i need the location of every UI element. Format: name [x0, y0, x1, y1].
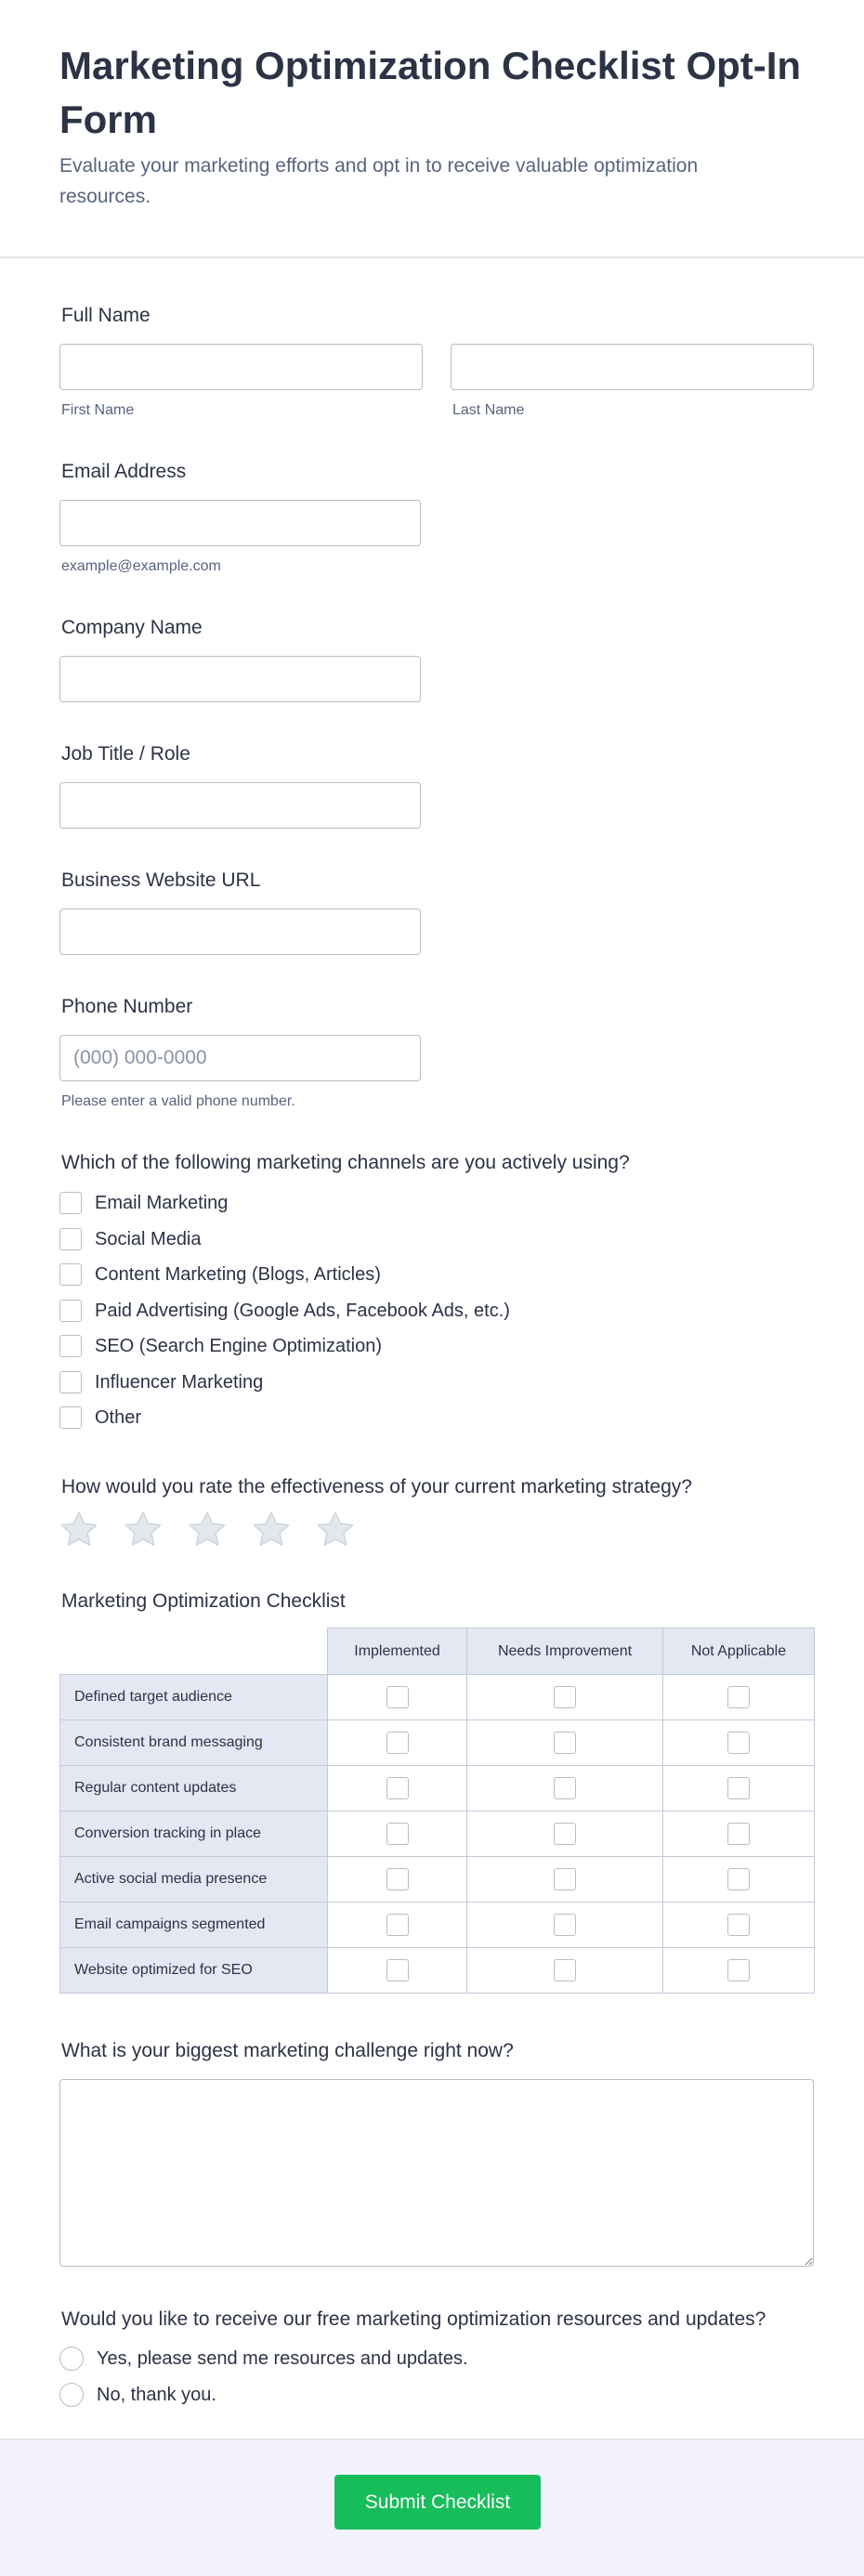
optin-option-label: No, thank you. — [97, 2384, 216, 2405]
matrix-row — [60, 1811, 815, 1857]
checkbox[interactable] — [59, 1335, 82, 1357]
channel-option-label: Other — [95, 1406, 142, 1428]
channels-question: Which of the following marketing channels are you actively using? — [61, 1152, 630, 1173]
phone-label: Phone Number — [61, 996, 193, 1017]
matrix-row — [60, 1766, 815, 1811]
matrix-checkbox[interactable] — [386, 1959, 409, 1981]
form-title: Marketing Optimization Checklist Opt-In Form — [59, 44, 802, 141]
checklist-title: Marketing Optimization Checklist — [61, 1590, 346, 1612]
star-icon[interactable] — [122, 1509, 164, 1551]
challenge-question: What is your biggest marketing challenge right now? — [61, 2040, 514, 2061]
matrix-checkbox[interactable] — [727, 1686, 750, 1708]
checkbox[interactable] — [59, 1228, 82, 1250]
matrix-checkbox[interactable] — [727, 1732, 750, 1754]
challenge-textarea[interactable] — [59, 2079, 814, 2267]
matrix-checkbox[interactable] — [554, 1823, 576, 1845]
channel-option-social[interactable] — [59, 1225, 202, 1253]
last-name-input[interactable] — [451, 344, 814, 390]
channel-option-label: Content Marketing (Blogs, Articles) — [95, 1263, 381, 1285]
job-title-label: Job Title / Role — [61, 743, 190, 765]
matrix-checkbox[interactable] — [386, 1777, 409, 1799]
star-icon[interactable] — [314, 1509, 357, 1551]
first-name-sublabel: First Name — [61, 402, 135, 418]
matrix-checkbox[interactable] — [386, 1823, 409, 1845]
matrix-checkbox[interactable] — [554, 1914, 576, 1936]
checkbox[interactable] — [59, 1192, 82, 1214]
radio-button[interactable] — [59, 2383, 84, 2407]
website-input[interactable] — [59, 909, 421, 955]
first-name-input[interactable] — [59, 344, 423, 390]
matrix-checkbox[interactable] — [727, 1959, 750, 1981]
matrix-checkbox[interactable] — [386, 1686, 409, 1708]
form-footer — [0, 2439, 864, 2576]
channel-option-label: Influencer Marketing — [95, 1371, 264, 1393]
website-label: Business Website URL — [61, 870, 261, 891]
matrix-row-label: Defined target audience — [60, 1675, 328, 1720]
star-icon[interactable] — [58, 1509, 100, 1551]
job-title-input[interactable] — [59, 782, 421, 829]
submit-button[interactable]: Submit Checklist — [334, 2475, 541, 2530]
optin-option-yes[interactable] — [59, 2345, 468, 2373]
checkbox[interactable] — [59, 1371, 82, 1393]
star-icon[interactable] — [250, 1509, 293, 1551]
matrix-checkbox[interactable] — [554, 1868, 576, 1890]
matrix-checkbox[interactable] — [554, 1959, 576, 1981]
matrix-row-label: Conversion tracking in place — [60, 1811, 328, 1857]
matrix-row-label: Website optimized for SEO — [60, 1948, 328, 1994]
optin-question: Would you like to receive our free marketing optimization resources and updates? — [61, 2308, 766, 2330]
channel-option-label: SEO (Search Engine Optimization) — [95, 1335, 383, 1356]
matrix-row-label: Email campaigns segmented — [60, 1903, 328, 1948]
matrix-row-label: Consistent brand messaging — [60, 1720, 328, 1766]
channel-option-label: Email Marketing — [95, 1192, 229, 1213]
channel-option-label: Paid Advertising (Google Ads, Facebook Ads, etc.) — [95, 1300, 510, 1321]
radio-button[interactable] — [59, 2347, 84, 2371]
checkbox[interactable] — [59, 1406, 82, 1429]
optin-option-label: Yes, please send me resources and updates. — [97, 2347, 468, 2369]
channel-option-email[interactable] — [59, 1189, 228, 1217]
star-rating[interactable] — [58, 1509, 378, 1553]
channel-option-other[interactable] — [59, 1404, 141, 1432]
full-name-label: Full Name — [61, 305, 151, 326]
matrix-column-not-applicable: Not Applicable — [663, 1628, 815, 1675]
checkbox[interactable] — [59, 1263, 82, 1286]
matrix-row — [60, 1948, 815, 1994]
matrix-checkbox[interactable] — [386, 1732, 409, 1754]
company-label: Company Name — [61, 617, 203, 638]
matrix-column-implemented: Implemented — [328, 1628, 467, 1675]
channel-option-influencer[interactable] — [59, 1368, 263, 1396]
channel-option-seo[interactable] — [59, 1332, 382, 1360]
phone-input[interactable] — [59, 1035, 421, 1081]
channel-option-label: Social Media — [95, 1228, 202, 1249]
channel-option-content[interactable] — [59, 1261, 381, 1288]
rating-question: How would you rate the effectiveness of your current marketing strategy? — [61, 1476, 692, 1497]
email-label: Email Address — [61, 461, 187, 482]
matrix-row — [60, 1675, 815, 1720]
matrix-checkbox[interactable] — [727, 1777, 750, 1799]
matrix-row — [60, 1857, 815, 1903]
last-name-sublabel: Last Name — [452, 402, 525, 418]
matrix-checkbox[interactable] — [386, 1868, 409, 1890]
star-icon[interactable] — [186, 1509, 229, 1551]
optin-option-no[interactable] — [59, 2381, 216, 2409]
email-input[interactable] — [59, 500, 421, 546]
company-input[interactable] — [59, 656, 421, 702]
matrix-checkbox[interactable] — [554, 1686, 576, 1708]
matrix-row — [60, 1720, 815, 1766]
checkbox[interactable] — [59, 1300, 82, 1322]
matrix-checkbox[interactable] — [386, 1914, 409, 1936]
matrix-row — [60, 1903, 815, 1948]
email-sublabel: example@example.com — [61, 558, 221, 574]
matrix-checkbox[interactable] — [554, 1732, 576, 1754]
matrix-checkbox[interactable] — [727, 1914, 750, 1936]
form-subtitle: Evaluate your marketing efforts and opt in to receive valuable optimization resources. — [59, 155, 699, 207]
matrix-checkbox[interactable] — [727, 1823, 750, 1845]
form-header — [0, 0, 864, 258]
checklist-matrix — [59, 1628, 815, 1994]
matrix-checkbox[interactable] — [727, 1868, 750, 1890]
matrix-row-label: Active social media presence — [60, 1857, 328, 1903]
matrix-checkbox[interactable] — [554, 1777, 576, 1799]
matrix-row-label: Regular content updates — [60, 1766, 328, 1811]
matrix-column-needs-improvement: Needs Improvement — [467, 1628, 663, 1675]
phone-sublabel: Please enter a valid phone number. — [61, 1093, 295, 1109]
channel-option-paid[interactable] — [59, 1297, 510, 1325]
matrix-corner — [60, 1628, 328, 1675]
